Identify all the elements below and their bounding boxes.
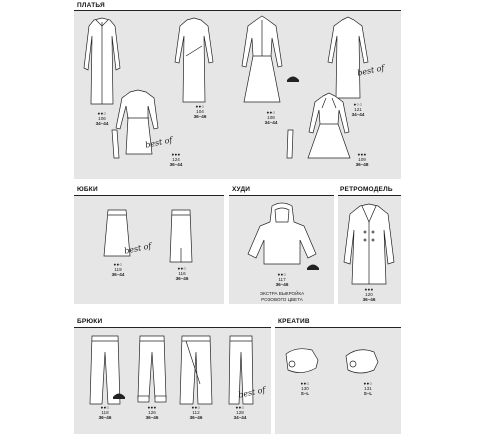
section-title-hoodies: ХУДИ (232, 186, 251, 193)
model-number: 116 (178, 271, 186, 276)
skirt-116-sketch (166, 208, 196, 264)
model-number: 104 (196, 109, 204, 114)
model-number: 118 (101, 410, 109, 415)
model-number: 126 (148, 410, 156, 415)
pet-clothing-131-sketch (342, 346, 382, 378)
model-number: 108 (267, 115, 275, 120)
hoodie-117-sketch (242, 202, 322, 266)
size-range: S–L (300, 391, 310, 396)
difficulty-dots: ●●○ (191, 405, 201, 410)
dress-108-sketch (240, 16, 284, 108)
item-104 (190, 104, 210, 119)
section-title-skirts: ЮБКИ (77, 186, 98, 193)
difficulty-dots: ●●○ (277, 272, 287, 277)
size-range: 34–44 (95, 121, 109, 126)
size-range: 34–44 (351, 112, 365, 117)
difficulty-dots: ●●○ (300, 381, 310, 386)
difficulty-dots: ●●○ (235, 405, 245, 410)
model-number: 131 (364, 386, 372, 391)
pattern-badge-icon (286, 73, 300, 83)
model-number: 112 (192, 410, 200, 415)
best-of-mark: best of (356, 63, 386, 78)
size-range: 36–46 (362, 297, 376, 302)
model-number: 124 (172, 157, 180, 162)
model-number: 130 (301, 386, 309, 391)
item-126 (142, 405, 162, 420)
size-range: 36–46 (189, 415, 203, 420)
section-title-retro: РЕТРОМОДЕЛЬ (340, 186, 393, 193)
size-range: 36–46 (193, 114, 207, 119)
difficulty-dots: ●○○ (353, 102, 363, 107)
model-number: 109 (358, 157, 366, 162)
dress-104-sketch (174, 16, 214, 106)
size-range: 36–46 (175, 276, 189, 281)
trousers-126-sketch (136, 334, 168, 406)
size-range: 36–46 (98, 415, 112, 420)
trousers-112-sketch (178, 334, 214, 406)
difficulty-dots: ●●● (357, 152, 367, 157)
item-124 (166, 152, 186, 167)
section-title-trousers: БРЮКИ (77, 318, 103, 325)
item-108 (261, 110, 281, 125)
difficulty-dots: ●●● (364, 287, 374, 292)
size-range: 36–46 (275, 282, 289, 287)
model-number: 121 (354, 107, 362, 112)
coat-120-sketch (342, 202, 396, 286)
section-title-creative: КРЕАТИВ (278, 318, 310, 325)
item-130 (295, 381, 315, 396)
catalog-page (74, 0, 401, 442)
best-of-mark: best of (237, 385, 267, 400)
item-106 (92, 111, 112, 126)
size-range: S–L (363, 391, 373, 396)
size-range: 36–48 (355, 162, 369, 167)
best-of-mark: best of (144, 135, 174, 150)
size-range: 34–44 (233, 415, 247, 420)
section-title-dresses: ПЛАТЬЯ (77, 2, 105, 9)
difficulty-dots: ●●○ (363, 381, 373, 386)
difficulty-dots: ●●● (147, 405, 157, 410)
difficulty-dots: ●●○ (177, 266, 187, 271)
size-range: 34–44 (264, 120, 278, 125)
model-number: 119 (114, 267, 122, 272)
difficulty-dots: ●●○ (195, 104, 205, 109)
pattern-badge-icon (112, 390, 126, 400)
item-118 (95, 405, 115, 420)
model-number: 120 (365, 292, 373, 297)
belt-sketch (108, 128, 122, 160)
extra-pattern-note: ЭКСТРА ВЫКРОЙКА РОЗОВОГО ЦВЕТА (259, 291, 305, 302)
item-112 (186, 405, 206, 420)
item-117 (272, 272, 292, 287)
pet-clothing-130-sketch (282, 346, 322, 378)
model-number: 128 (236, 410, 244, 415)
dress-121-sketch (326, 16, 370, 102)
best-of-mark: best of (123, 241, 153, 256)
creative-panel (275, 328, 401, 434)
model-number: 106 (98, 116, 106, 121)
size-range: 36–46 (145, 415, 159, 420)
item-119 (108, 262, 128, 277)
difficulty-dots: ●●○ (266, 110, 276, 115)
difficulty-dots: ●●● (171, 152, 181, 157)
item-109 (352, 152, 372, 167)
difficulty-dots: ●●○ (113, 262, 123, 267)
belt-sketch (284, 128, 298, 160)
difficulty-dots: ●●○ (97, 111, 107, 116)
pattern-badge-icon (306, 261, 320, 271)
size-range: 36–44 (169, 162, 183, 167)
item-128 (230, 405, 250, 420)
item-120 (359, 287, 379, 302)
model-number: 117 (278, 277, 286, 282)
item-131 (358, 381, 378, 396)
item-116 (172, 266, 192, 281)
dress-109-sketch (306, 92, 352, 162)
difficulty-dots: ●●○ (100, 405, 110, 410)
size-range: 36–44 (111, 272, 125, 277)
